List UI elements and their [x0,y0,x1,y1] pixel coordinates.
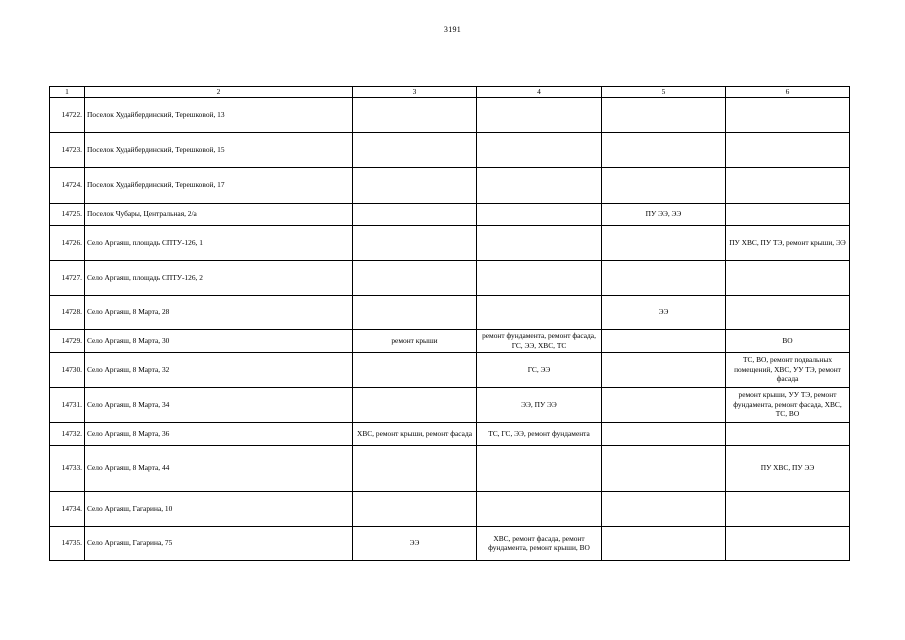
address-cell: Село Аргаяш, 8 Марта, 44 [85,445,353,491]
col-5-cell: ЭЭ [602,295,726,329]
table-row [50,491,850,526]
col-3-cell [353,260,477,295]
col-3-cell [353,167,477,203]
header-col-2: 2 [85,87,353,98]
col-6-cell: ТС, ВО, ремонт подвальных помещений, ХВС, УУ ТЭ, ремонт фасада [726,352,850,387]
col-3-cell [353,445,477,491]
table-row [50,329,850,352]
address-cell: Село Аргаяш, площадь СПТУ-126, 2 [85,260,353,295]
col-6-cell [726,491,850,526]
col-3-cell: ремонт крыши [353,329,477,352]
col-5-cell [602,445,726,491]
col-5-cell [602,526,726,560]
table-row [50,352,850,387]
table-row [50,260,850,295]
col-3-cell [353,132,477,167]
col-4-cell [477,295,602,329]
row-number: 14726. [50,225,85,260]
table-row [50,526,850,560]
col-4-cell: ремонт фундамента, ремонт фасада, ГС, ЭЭ, ХВС, ТС [477,329,602,352]
col-6-cell [726,260,850,295]
col-6-cell [726,526,850,560]
col-3-cell: ЭЭ [353,526,477,560]
col-4-cell [477,260,602,295]
col-3-cell [353,203,477,225]
col-6-cell [726,203,850,225]
row-number: 14723. [50,132,85,167]
col-6-cell: ВО [726,329,850,352]
col-4-cell [477,203,602,225]
col-4-cell [477,225,602,260]
col-6-cell: ПУ ХВС, ПУ ТЭ, ремонт крыши, ЭЭ [726,225,850,260]
row-number: 14728. [50,295,85,329]
address-cell: Село Аргаяш, 8 Марта, 30 [85,329,353,352]
col-6-cell [726,295,850,329]
col-4-cell: ТС, ГС, ЭЭ, ремонт фундамента [477,422,602,445]
col-6-cell: ремонт крыши, УУ ТЭ, ремонт фундамента, ремонт фасада, ХВС, ТС, ВО [726,387,850,422]
header-col-4: 4 [477,87,602,98]
col-5-cell [602,387,726,422]
address-cell: Поселок Чубары, Центральная, 2/а [85,203,353,225]
header-col-1: 1 [50,87,85,98]
table-row [50,445,850,491]
col-5-cell [602,260,726,295]
col-4-cell [477,491,602,526]
address-cell: Поселок Худайбердинский, Терешковой, 17 [85,167,353,203]
table-row [50,295,850,329]
col-5-cell [602,329,726,352]
col-3-cell [353,387,477,422]
table-row [50,387,850,422]
col-6-cell [726,132,850,167]
row-number: 14734. [50,491,85,526]
address-cell: Село Аргаяш, Гагарина, 75 [85,526,353,560]
address-cell: Село Аргаяш, 8 Марта, 36 [85,422,353,445]
row-number: 14722. [50,97,85,132]
col-6-cell [726,422,850,445]
col-5-cell [602,132,726,167]
table-row [50,225,850,260]
row-number: 14729. [50,329,85,352]
row-number: 14732. [50,422,85,445]
page-number: 3191 [443,25,462,34]
table-row [50,132,850,167]
row-number: 14725. [50,203,85,225]
row-number: 14731. [50,387,85,422]
address-cell: Село Аргаяш, 8 Марта, 34 [85,387,353,422]
col-5-cell [602,352,726,387]
col-5-cell [602,491,726,526]
address-cell: Поселок Худайбердинский, Терешковой, 13 [85,97,353,132]
col-3-cell [353,97,477,132]
address-cell: Село Аргаяш, Гагарина, 10 [85,491,353,526]
row-number: 14733. [50,445,85,491]
col-4-cell: ГС, ЭЭ [477,352,602,387]
col-4-cell: ХВС, ремонт фасада, ремонт фундамента, ремонт крыши, ВО [477,526,602,560]
header-col-5: 5 [602,87,726,98]
col-5-cell [602,225,726,260]
col-4-cell: ЭЭ, ПУ ЭЭ [477,387,602,422]
row-number: 14727. [50,260,85,295]
table-row [50,422,850,445]
address-cell: Село Аргаяш, 8 Марта, 28 [85,295,353,329]
col-5-cell: ПУ ЭЭ, ЭЭ [602,203,726,225]
repair-table [49,86,850,561]
header-col-6: 6 [726,87,850,98]
row-number: 14730. [50,352,85,387]
col-5-cell [602,167,726,203]
table-row [50,203,850,225]
col-6-cell [726,167,850,203]
col-3-cell [353,491,477,526]
col-3-cell [353,225,477,260]
col-6-cell [726,97,850,132]
col-3-cell [353,295,477,329]
address-cell: Село Аргаяш, 8 Марта, 32 [85,352,353,387]
col-5-cell [602,422,726,445]
col-5-cell [602,97,726,132]
col-4-cell [477,167,602,203]
col-3-cell: ХВС, ремонт крыши, ремонт фасада [353,422,477,445]
col-4-cell [477,97,602,132]
col-3-cell [353,352,477,387]
col-4-cell [477,445,602,491]
header-col-3: 3 [353,87,477,98]
row-number: 14724. [50,167,85,203]
row-number: 14735. [50,526,85,560]
address-cell: Село Аргаяш, площадь СПТУ-126, 1 [85,225,353,260]
header-row [50,87,850,98]
table-row [50,167,850,203]
col-6-cell: ПУ ХВС, ПУ ЭЭ [726,445,850,491]
address-cell: Поселок Худайбердинский, Терешковой, 15 [85,132,353,167]
table-row [50,97,850,132]
col-4-cell [477,132,602,167]
